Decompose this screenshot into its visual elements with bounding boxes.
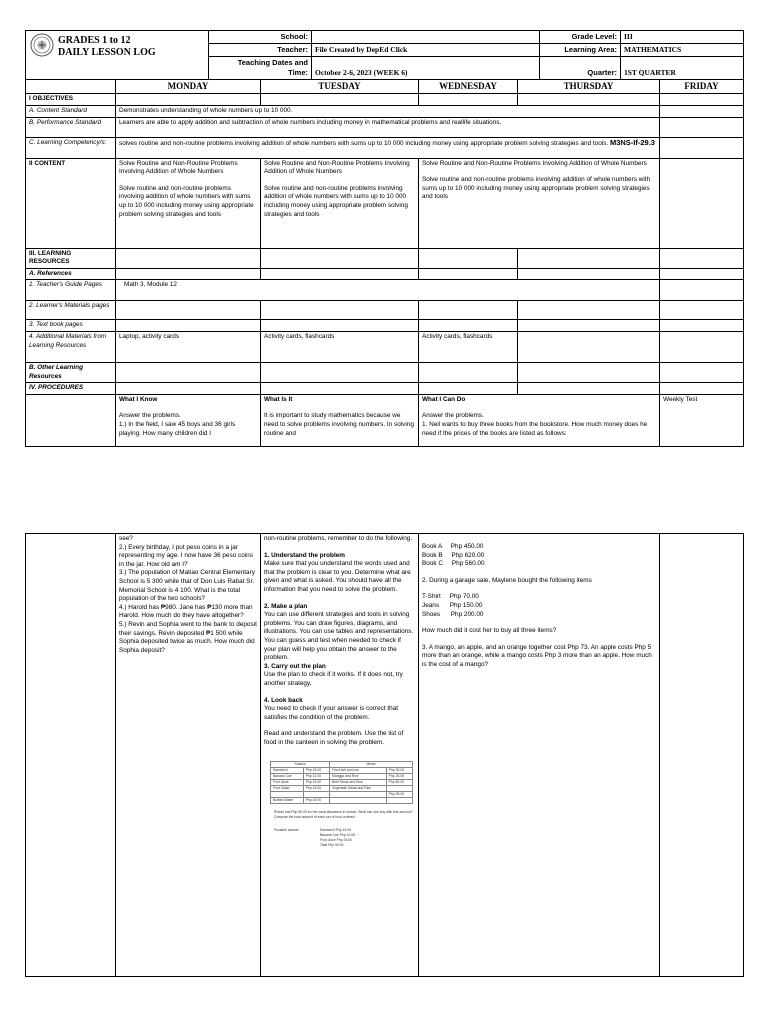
teachers-guide-row (26, 280, 744, 301)
procedures-label: IV. PROCEDURES (26, 383, 116, 395)
content-tue-title: Solve Routine and Non-Routine Problems Involving Addition of Whole Numbers (264, 159, 410, 176)
am-wednesday: Activity cards, flashcards (419, 331, 518, 362)
menu-cell: Php 25.00 (386, 774, 412, 780)
book-line: Book C Php 560.00 (422, 560, 485, 568)
wed-problem-3: 3. A mango, an apple, and an orange together cost Php 73. An apple costs Php 5 more than an orange, while a mango costs Php 3 more than an apple. How much is the cost of a mango? (422, 643, 652, 668)
dates-value: October 2-6, 2023 (WEEK 6) (312, 57, 540, 80)
day-thursday: THURSDAY (518, 80, 660, 94)
p2-mon-line: 5.) Revin and Sophia went to the bank to deposit their savings. Revin deposited ₱1 500 while Sophia deposited twice as much. How much did Sophia deposit? (119, 620, 257, 654)
dates-label-line2: Time: (288, 68, 308, 77)
menu-head-snacks: Snacks (271, 762, 330, 768)
am-label: 4. Additional Materials from Learning Resources (26, 331, 116, 362)
tb-label: 3. Text book pages (26, 320, 116, 332)
day-tuesday: TUESDAY (261, 80, 419, 94)
answer-label: Possible answer: (274, 828, 300, 833)
menu-cell: Banana Cue (271, 774, 304, 780)
item-line: Shoes Php 200.00 (422, 610, 484, 618)
menu-cell: Vegetable Salad and Rice (330, 786, 387, 792)
continuation-row (26, 534, 744, 977)
dates-label (209, 57, 312, 80)
title-line1: GRADES 1 to 12 (58, 35, 131, 46)
menu-cell: Beef Steak and Rice (330, 780, 387, 786)
proc-fri-heading: Weekly Test (663, 395, 698, 403)
proc-wednesday (419, 394, 660, 446)
day-header-row (26, 80, 744, 94)
corner-cell (26, 80, 116, 94)
area-value: MATHEMATICS (621, 44, 744, 57)
other-resources-row (26, 362, 744, 382)
p2-monday (116, 534, 261, 977)
canteen-menu-table (270, 761, 413, 804)
document-title (58, 35, 156, 59)
menu-cell: Sandwich (271, 768, 304, 774)
proc-monday (116, 394, 261, 446)
step2-text: You can use different strategies and tools in solving problems. You can draw figures, diagrams, and illustrations. You can use tables and representations. You can guess and test when needed to check if your plan will help you obtain the answer to the problem. (264, 611, 414, 662)
content-tuesday (261, 158, 419, 248)
step1-text: Make sure that you understand the words used and that the problem is clear to you. Determine what are given and what is asked. You should have all the information that you need to solve the problem. (264, 560, 411, 593)
content-mon-title: Solve Routine and Non-Routine Problems Involving Addition of Whole Numbers (119, 159, 238, 176)
content-tue-text: Solve routine and non-routine problems involving addition of whole numbers with sums up to 10 000 including money using appropriate problem solving strategies and tools (264, 184, 408, 218)
additional-materials-row (26, 331, 744, 362)
content-row (26, 158, 744, 248)
proc-friday (660, 394, 744, 446)
teacher-value: File Created by DepEd Click (312, 44, 540, 57)
content-standard-label: A. Content Standard (26, 105, 116, 117)
step2-title: 2. Make a plan (264, 602, 308, 610)
performance-label: B. Performance Standard (26, 117, 116, 137)
proc-tue-p1: It is important to study mathematics because we need to solve problems involving numbers. In solving routine and (264, 412, 414, 437)
day-monday: MONDAY (116, 80, 261, 94)
menu-cell (386, 798, 412, 804)
p2-mon-line: 2.) Every birthday, I put peso coins in a jar representing my age. I now have 36 peso coins in the jar. How old am I? (119, 543, 253, 568)
procedures-content-row (26, 394, 744, 446)
menu-cell: Php 35.00 (386, 792, 412, 798)
day-wednesday: WEDNESDAY (419, 80, 518, 94)
menu-cell: Php 30.00 (386, 768, 412, 774)
performance-row (26, 117, 744, 137)
p2-tue-cont: non-routine problems, remember to do the following. (264, 535, 413, 542)
wed-question: How much did it cost her to buy all three items? (422, 627, 557, 635)
lm-label: 2. Learner's Materials pages (26, 301, 116, 320)
proc-mon-heading: What I Know (119, 395, 158, 403)
content-standard-text: Demonstrates understanding of whole numbers up to 10 000. (116, 105, 660, 117)
item-line: Jeans Php 150.00 (422, 601, 483, 609)
answer-item: Total Php 50.00 (320, 843, 344, 848)
content-wed-title: Solve Routine and Non-Routine Problems Involving Addition of Whole Numbers (422, 159, 647, 167)
tg-label: 1. Teacher's Guide Pages (26, 280, 116, 301)
content-mon-text: Solve routine and non-routine problems involving addition of whole numbers with sums up to 10 000 including money using appropriate problem solving strategies and tools (119, 184, 254, 218)
book-line: Book B Php 620.00 (422, 551, 485, 559)
p2-tuesday (261, 534, 419, 977)
content-label: II CONTENT (26, 158, 116, 248)
proc-wed-heading: What I Can Do (422, 395, 466, 403)
menu-cell: Fruit Salad (271, 786, 304, 792)
proc-wed-p1: 1. Neil wants to buy three books from the bookstore. How much money does he need if the prices of the books are listed as follows: (422, 420, 648, 437)
content-standard-row (26, 105, 744, 117)
title-line2: DAILY LESSON LOG (58, 47, 156, 58)
textbook-row (26, 320, 744, 332)
answer-list (320, 828, 415, 848)
menu-question: Rhean has Php 50.00 for her meal allowance in school. What can she buy with this amount? Compute the total amount of each set of food ordered. (274, 810, 413, 820)
proc-mon-p1: 1.) In the field, I saw 45 boys and 36 girls playing. How many children did I (119, 420, 236, 437)
proc-wed-intro: Answer the problems. (422, 412, 484, 420)
lesson-log-continuation (25, 533, 744, 977)
content-wednesday (419, 158, 660, 248)
resources-label: III. LEARNING RESOURCES (26, 248, 116, 268)
p2-mon-line: see? (119, 535, 133, 542)
proc-tue-heading: What Is It (264, 395, 293, 403)
competency-code: M3NS-If-29.3 (609, 137, 655, 147)
teacher-label: Teacher: (209, 44, 312, 57)
item-line: T-Shirt Php 70.00 (422, 593, 479, 601)
competency-label: C. Learning Competency/s: (26, 137, 116, 158)
proc-mon-intro: Answer the problems. (119, 412, 181, 420)
step3-text: Use the plan to check if it works. If it does not, try another strategy. (264, 671, 403, 687)
menu-cell: Php 50.00 (386, 780, 412, 786)
competency-cell (116, 137, 660, 158)
menu-cell: Php 15.00 (303, 786, 329, 792)
menu-cell: Php 15.00 (303, 798, 329, 804)
possible-answer (274, 828, 415, 848)
wed-problem-2: 2. During a garage sale, Maylene bought the following items (422, 576, 592, 584)
competency-text: solves routine and non-routine problems involving addition of whole numbers with sums up to 10 000 including money using appropriate problem solving strategies and tools. (119, 139, 609, 147)
canteen-text: Read and understand the problem. Use the list of food in the canteen in solving the problem. (264, 730, 404, 746)
performance-text: Learners are able to apply addition and subtraction of whole numbers including money in mathematical problems and reallife situations. (116, 117, 660, 137)
p2-mon-line: 4.) Harold has ₱980. Jane has ₱130 more than Harold. How much do they have altogether? (119, 603, 253, 620)
grade-value: III (621, 31, 744, 44)
answer-item: Sandwich Php 15.00 (320, 828, 352, 833)
am-monday: Laptop, activity cards (116, 331, 261, 362)
day-friday: FRIDAY (660, 80, 744, 94)
p2-wednesday (419, 534, 660, 977)
procedures-row (26, 383, 744, 395)
menu-cell: Fried fish and rice (330, 768, 387, 774)
menu-cell: Munggo and Rice (330, 774, 387, 780)
competency-row (26, 137, 744, 158)
references-label: A. References (26, 268, 116, 280)
menu-cell: Php 15.00 (303, 780, 329, 786)
content-monday (116, 158, 261, 248)
objectives-label: I OBJECTIVES (26, 94, 116, 106)
am-tuesday: Activity cards, flashcards (261, 331, 419, 362)
answer-item: Banana Cue Php 10.00 (320, 833, 356, 838)
grade-label: Grade Level: (540, 31, 621, 44)
menu-cell: Bottled Water (271, 798, 304, 804)
learners-materials-row (26, 301, 744, 320)
deped-seal-icon (30, 33, 54, 57)
step3-title: 3. Carry out the plan (264, 662, 326, 670)
quarter-label: Quarter: (540, 57, 621, 80)
step1-title: 1. Understand the problem (264, 551, 345, 559)
menu-row (271, 798, 413, 804)
book-line: Book A Php 450.00 (422, 543, 484, 550)
menu-cell: Fruit Juice (271, 780, 304, 786)
resources-row (26, 248, 744, 268)
objectives-row (26, 94, 744, 106)
lesson-log-table (25, 79, 744, 447)
menu-row (271, 774, 413, 780)
step4-text: You need to check if your answer is correct that satisfies the condition of the problem. (264, 705, 399, 721)
step4-title: 4. Look back (264, 696, 303, 704)
dates-label-line1: Teaching Dates and (237, 58, 308, 67)
olr-label: B. Other Learning Resources (26, 362, 116, 382)
quarter-value: 1ST QUARTER (621, 57, 744, 80)
menu-cell: Php 10.00 (303, 774, 329, 780)
proc-tuesday (261, 394, 419, 446)
answer-item: Fruit Juice Php 25.00 (320, 838, 353, 843)
tg-value: Math 3, Module 12 (116, 280, 660, 301)
school-label: School: (209, 31, 312, 44)
menu-head-meals: Meals (330, 762, 413, 768)
content-wed-text: Solve routine and non-routine problems involving addition of whole numbers with sums up to 10 000 including money using appropriate problem solving strategies and tools (422, 176, 651, 201)
menu-cell (330, 798, 387, 804)
school-value (312, 31, 540, 44)
references-row (26, 268, 744, 280)
area-label: Learning Area: (540, 44, 621, 57)
menu-cell: Php 15.00 (303, 768, 329, 774)
p2-mon-line: 3.) The population of Matiao Central Elementary School is 5 300 while that of Don Luis Rabat Sr. Memorial School is 4 100. What is the total population of the two schools? (119, 569, 255, 603)
